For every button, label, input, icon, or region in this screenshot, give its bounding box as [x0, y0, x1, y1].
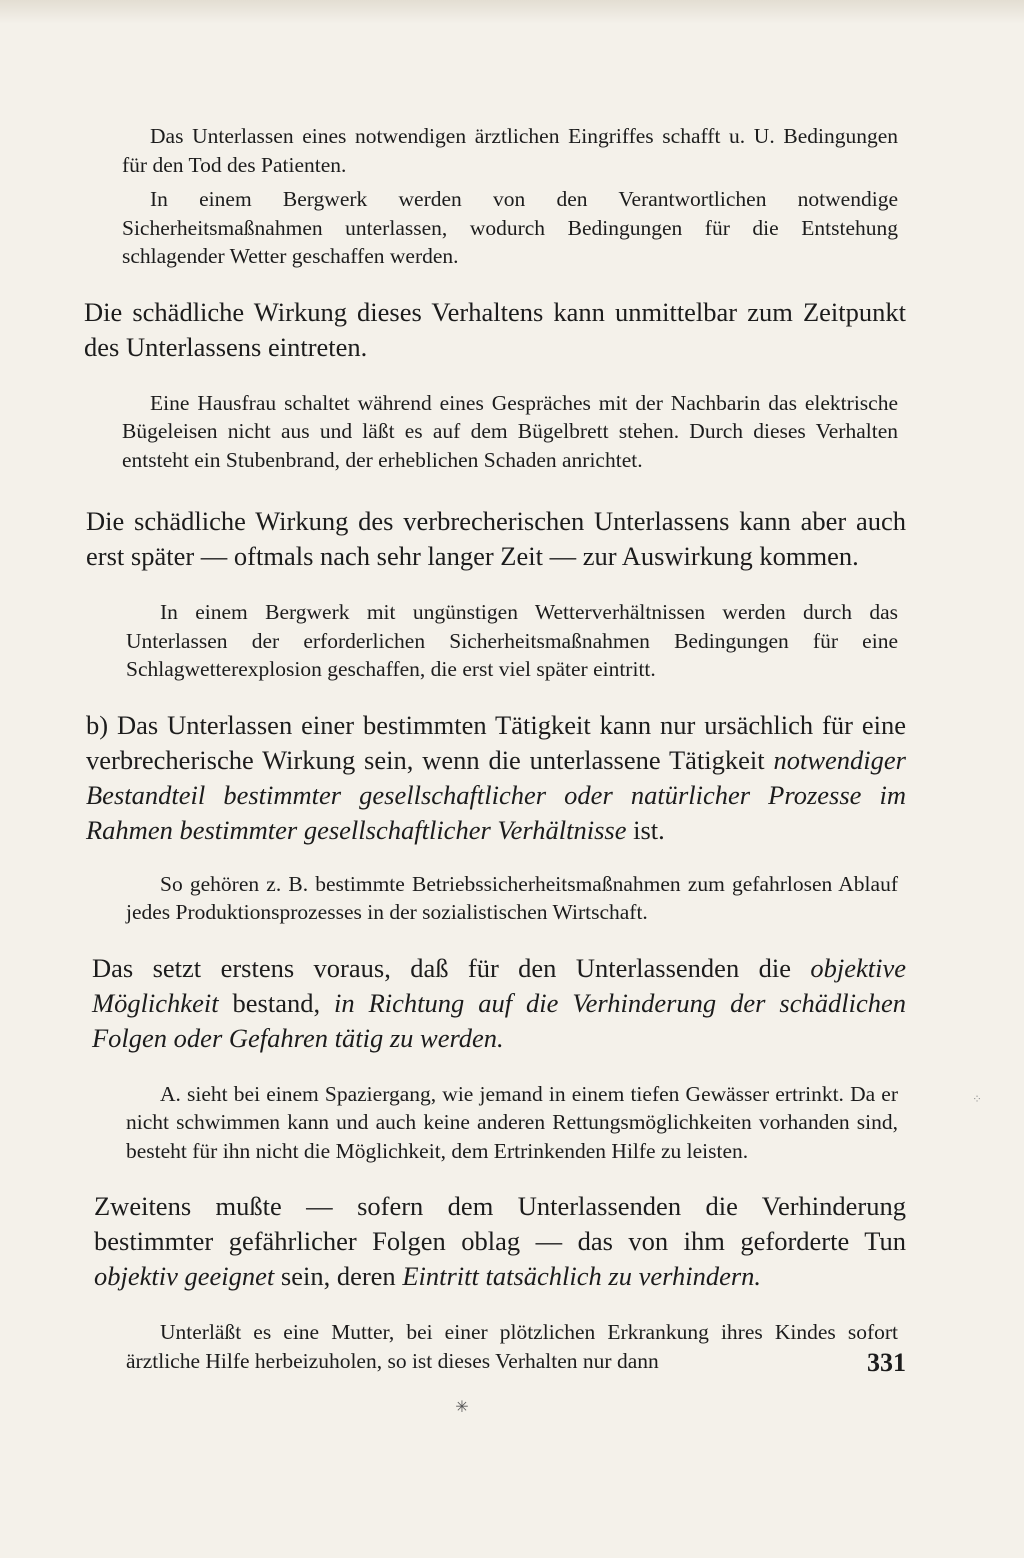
example-paragraph-3: Eine Hausfrau schaltet während eines Gespräches mit der Nachbarin das elektrische Bügeleisen nicht aus und läßt es auf dem Bügelbrett stehen. Durch dieses Verhalten entsteht ein Stubenbrand, der erheblichen Schaden anrichtet. — [122, 390, 898, 472]
body-paragraph-4-text-a: Das setzt erstens voraus, daß für den Unterlassenden die — [92, 952, 811, 983]
body-paragraph-4 — [56, 951, 906, 1056]
body-paragraph-3 — [56, 708, 906, 848]
body-paragraph-4-emphasis-1: objektive Möglichkeit — [92, 952, 906, 1018]
example-paragraph-2: In einem Bergwerk werden von den Verantwortlichen notwendige Sicherheitsmaßnahmen unterlassen, wodurch Bedingungen für die Entstehung schlagender Wetter geschaffen werden. — [122, 187, 898, 268]
body-paragraph-5-text-a: Zweitens mußte — sofern dem Unterlassenden die Verhinderung bestimmter gefährlicher Folgen oblag — das von ihm geforderte Tun — [94, 1191, 906, 1256]
example-paragraph-4: In einem Bergwerk mit ungünstigen Wetterverhältnissen werden durch das Unterlassen der erforderlichen Sicherheitsmaßnahmen Bedingungen für eine Schlagwetterexplosion geschaffen, die erst viel später eintritt. — [126, 600, 898, 681]
body-paragraph-5 — [56, 1189, 906, 1294]
example-paragraph-6: A. sieht bei einem Spaziergang, wie jemand in einem tiefen Gewässer ertrinkt. Da er nicht schwimmen kann und auch keine anderen Rettungsmöglichkeiten vorhanden sind, besteht für ihn nicht die Möglichkeit, dem Ertrinkenden Hilfe zu leisten. — [126, 1081, 898, 1163]
example-paragraph-5: So gehören z. B. bestimmte Betriebssicherheitsmaßnahmen zum gefahrlosen Ablauf jedes Produktionsprozesses in der sozialistischen Wirtschaft. — [126, 871, 898, 924]
body-paragraph-4-emphasis-2: in Richtung auf die Verhinderung der schädlichen Folgen oder Gefahren tätig zu werden. — [92, 987, 906, 1053]
example-paragraph-1: Das Unterlassen eines notwendigen ärztlichen Eingriffes schafft u. U. Bedingungen für den Tod des Patienten. — [122, 124, 898, 177]
body-paragraph-5-text-b: sein, deren — [274, 1261, 403, 1291]
page-number: 331 — [867, 1348, 906, 1377]
body-paragraph-4-text-b: bestand, — [218, 987, 335, 1018]
body-paragraph-5-emphasis-2: Eintritt tatsächlich zu verhindern. — [402, 1261, 762, 1291]
page-edge-shadow — [0, 0, 1024, 24]
margin-speck-icon: ⁘ — [972, 1092, 983, 1106]
body-paragraph-1: Die schädliche Wirkung dieses Verhaltens kann unmittelbar zum Zeitpunkt des Unterlassens eintreten. — [84, 296, 906, 362]
body-paragraph-3-emphasis: notwendiger Bestandteil bestimmter gesellschaftlicher oder natürlicher Prozesse im Rahmen bestimmter gesellschaftlicher Verhältnisse — [86, 744, 906, 845]
print-speck-icon: ✳ — [455, 1399, 469, 1416]
example-paragraph-7: Unterläßt es eine Mutter, bei einer plötzlichen Erkrankung ihres Kindes sofort ärztliche Hilfe herbeizuholen, so ist dieses Verhalten nur dann — [126, 1320, 898, 1373]
body-paragraph-3-text-b: ist. — [626, 814, 665, 845]
body-paragraph-3-text-a: b) Das Unterlassen einer bestimmten Tätigkeit kann nur ursächlich für eine verbrecherische Wirkung sein, wenn die unterlassene Tätigkeit — [86, 709, 906, 775]
body-paragraph-2: Die schädliche Wirkung des verbrecherischen Unterlassens kann aber auch erst später — oftmals nach sehr langer Zeit — zur Auswirkung kommen. — [86, 506, 906, 571]
body-paragraph-5-emphasis-1: objektiv geeignet — [94, 1261, 275, 1291]
